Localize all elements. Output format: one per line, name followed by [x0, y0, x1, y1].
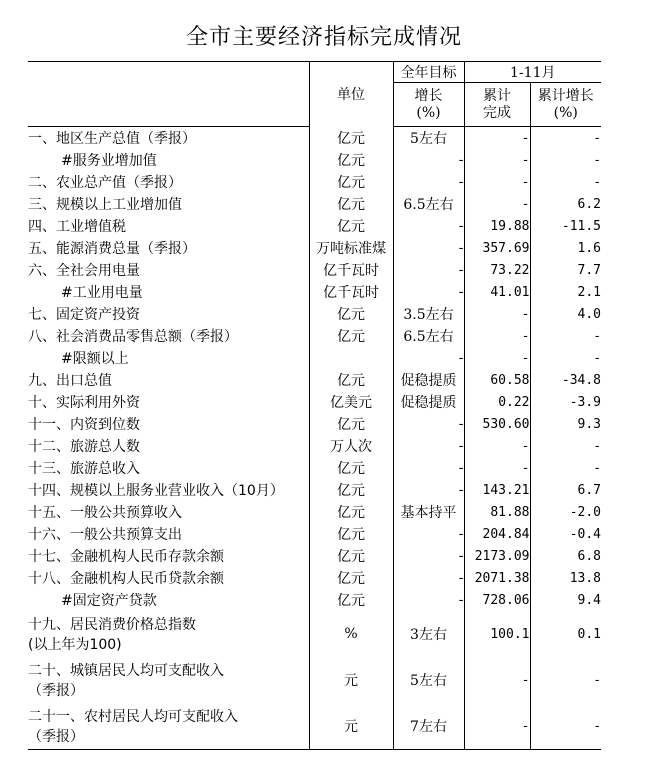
cumulative-cell: - — [464, 703, 530, 750]
header-unit: 单位 — [309, 62, 393, 127]
indicator-name: 三、规模以上工业增加值 — [28, 197, 182, 213]
header-period: 1-11月 — [464, 62, 601, 83]
unit-cell: 亿千瓦时 — [309, 281, 393, 303]
cumulative-cell: - — [464, 325, 530, 347]
table-row — [28, 657, 601, 703]
table-row — [28, 611, 601, 657]
indicator-name: 十、实际利用外资 — [28, 395, 140, 411]
cumulative-growth-cell: -0.4 — [530, 523, 601, 545]
table-row — [28, 171, 601, 193]
table-row — [28, 369, 601, 391]
indicator-name: 二、农业总产值（季报） — [28, 175, 182, 191]
indicator-name: 十七、金融机构人民币存款余额 — [28, 549, 224, 565]
header-annual-target: 全年目标 — [393, 62, 464, 83]
indicator-name: 十九、居民消费价格总指数 (以上年为100) — [28, 617, 196, 653]
target-cell: - — [393, 347, 464, 369]
cumulative-growth-cell: - — [530, 657, 601, 703]
table-row — [28, 347, 601, 369]
cumulative-growth-cell: 6.8 — [530, 545, 601, 567]
cumulative-growth-cell: -34.8 — [530, 369, 601, 391]
unit-cell: 亿元 — [309, 501, 393, 523]
indicator-name: 二十、城镇居民人均可支配收入 （季报） — [28, 663, 224, 699]
cumulative-growth-cell: - — [530, 149, 601, 171]
cumulative-cell: - — [464, 149, 530, 171]
cumulative-cell: - — [464, 657, 530, 703]
cumulative-cell: 41.01 — [464, 281, 530, 303]
cumulative-cell: - — [464, 457, 530, 479]
indicator-name: #服务业增加值 — [61, 153, 157, 169]
cumulative-growth-cell: - — [530, 703, 601, 750]
unit-cell: 亿元 — [309, 545, 393, 567]
cumulative-cell: - — [464, 347, 530, 369]
target-cell: - — [393, 435, 464, 457]
indicator-name: 一、地区生产总值（季报） — [28, 131, 196, 147]
unit-cell: 亿元 — [309, 215, 393, 237]
table-row — [28, 237, 601, 259]
cumulative-growth-cell: 0.1 — [530, 611, 601, 657]
header-growth: 增长 (%) — [393, 83, 464, 127]
unit-cell: 元 — [309, 657, 393, 703]
indicator-name: 十八、金融机构人民币贷款余额 — [28, 571, 224, 587]
table-row — [28, 545, 601, 567]
cumulative-growth-cell: - — [530, 435, 601, 457]
unit-cell: 亿千瓦时 — [309, 259, 393, 281]
unit-cell: 亿元 — [309, 127, 393, 150]
cumulative-growth-cell: - — [530, 171, 601, 193]
cumulative-cell: - — [464, 303, 530, 325]
unit-cell: 亿元 — [309, 523, 393, 545]
cumulative-cell: - — [464, 193, 530, 215]
indicator-name: 六、全社会用电量 — [28, 263, 140, 279]
indicator-name: 七、固定资产投资 — [28, 307, 140, 323]
cumulative-cell: - — [464, 127, 530, 150]
table-row — [28, 391, 601, 413]
table-row — [28, 149, 601, 171]
target-cell: 7左右 — [393, 703, 464, 750]
unit-cell: 万吨标准煤 — [309, 237, 393, 259]
cumulative-cell: 357.69 — [464, 237, 530, 259]
unit-cell: 亿元 — [309, 567, 393, 589]
cumulative-growth-cell: - — [530, 347, 601, 369]
target-cell: - — [393, 523, 464, 545]
cumulative-growth-cell: 9.4 — [530, 589, 601, 611]
indicator-name: #固定资产贷款 — [61, 593, 157, 609]
cumulative-growth-cell: 4.0 — [530, 303, 601, 325]
cumulative-growth-cell: 1.6 — [530, 237, 601, 259]
target-cell: - — [393, 589, 464, 611]
cumulative-growth-cell: -11.5 — [530, 215, 601, 237]
cumulative-cell: 19.88 — [464, 215, 530, 237]
indicator-name: 二十一、农村居民人均可支配收入 （季报） — [28, 703, 309, 750]
unit-cell — [309, 347, 393, 369]
table-row — [28, 413, 601, 435]
unit-cell: 亿元 — [309, 589, 393, 611]
target-cell: 5左右 — [393, 657, 464, 703]
unit-cell: 亿元 — [309, 193, 393, 215]
table-row — [28, 479, 601, 501]
unit-cell: 亿元 — [309, 369, 393, 391]
table-row — [28, 703, 601, 750]
indicator-name: 十一、内资到位数 — [28, 417, 140, 433]
indicator-name: 十二、旅游总人数 — [28, 439, 140, 455]
target-cell: - — [393, 457, 464, 479]
unit-cell: % — [309, 611, 393, 657]
cumulative-cell: 73.22 — [464, 259, 530, 281]
cumulative-cell: 143.21 — [464, 479, 530, 501]
target-cell: 基本持平 — [393, 501, 464, 523]
indicator-name: 八、社会消费品零售总额（季报） — [28, 329, 238, 345]
cumulative-growth-cell: -3.9 — [530, 391, 601, 413]
indicator-name: #工业用电量 — [61, 285, 143, 301]
cumulative-growth-cell: 2.1 — [530, 281, 601, 303]
cumulative-cell: 530.60 — [464, 413, 530, 435]
header-cumulative: 累计 完成 — [464, 83, 530, 127]
cumulative-cell: - — [464, 435, 530, 457]
unit-cell: 亿元 — [309, 171, 393, 193]
unit-cell: 亿元 — [309, 457, 393, 479]
indicator-name: 五、能源消费总量（季报） — [28, 241, 196, 257]
target-cell: - — [393, 149, 464, 171]
indicator-name: 十六、一般公共预算支出 — [28, 527, 182, 543]
table-row — [28, 281, 601, 303]
table-row — [28, 127, 601, 150]
unit-cell: 亿美元 — [309, 391, 393, 413]
cumulative-growth-cell: 7.7 — [530, 259, 601, 281]
indicator-name: 十四、规模以上服务业营业收入（10月） — [28, 483, 284, 499]
unit-cell: 亿元 — [309, 149, 393, 171]
indicator-name: 十五、一般公共预算收入 — [28, 505, 182, 521]
target-cell: 促稳提质 — [393, 369, 464, 391]
unit-cell: 元 — [309, 703, 393, 750]
indicator-name: #限额以上 — [61, 351, 129, 367]
target-cell: - — [393, 259, 464, 281]
unit-cell: 亿元 — [309, 413, 393, 435]
cumulative-growth-cell: - — [530, 127, 601, 150]
target-cell: 6.5左右 — [393, 325, 464, 347]
cumulative-cell: 100.1 — [464, 611, 530, 657]
table-row — [28, 457, 601, 479]
target-cell: 3.5左右 — [393, 303, 464, 325]
target-cell: - — [393, 215, 464, 237]
unit-cell: 亿元 — [309, 325, 393, 347]
cumulative-cell: 2071.38 — [464, 567, 530, 589]
target-cell: - — [393, 479, 464, 501]
cumulative-growth-cell: - — [530, 457, 601, 479]
cumulative-growth-cell: 6.7 — [530, 479, 601, 501]
table-row — [28, 501, 601, 523]
target-cell: - — [393, 413, 464, 435]
cumulative-growth-cell: 9.3 — [530, 413, 601, 435]
table-body — [28, 127, 601, 750]
target-cell: - — [393, 237, 464, 259]
table-row — [28, 567, 601, 589]
target-cell: 3左右 — [393, 611, 464, 657]
indicator-table — [28, 61, 601, 750]
cumulative-cell: 728.06 — [464, 589, 530, 611]
target-cell: - — [393, 567, 464, 589]
cumulative-growth-cell: - — [530, 325, 601, 347]
cumulative-cell: - — [464, 171, 530, 193]
table-row — [28, 435, 601, 457]
target-cell: - — [393, 171, 464, 193]
header-cumulative-growth: 累计增长 (%) — [530, 83, 601, 127]
table-row — [28, 259, 601, 281]
cumulative-cell: 2173.09 — [464, 545, 530, 567]
indicator-name: 九、出口总值 — [28, 373, 112, 389]
table-row — [28, 523, 601, 545]
table-row — [28, 325, 601, 347]
unit-cell: 万人次 — [309, 435, 393, 457]
target-cell: 促稳提质 — [393, 391, 464, 413]
table-row — [28, 215, 601, 237]
table-row — [28, 193, 601, 215]
indicator-name: 十三、旅游总收入 — [28, 461, 140, 477]
unit-cell: 亿元 — [309, 479, 393, 501]
table-row — [28, 303, 601, 325]
cumulative-growth-cell: 6.2 — [530, 193, 601, 215]
cumulative-growth-cell: -2.0 — [530, 501, 601, 523]
cumulative-cell: 81.88 — [464, 501, 530, 523]
target-cell: - — [393, 545, 464, 567]
target-cell: 5左右 — [393, 127, 464, 150]
table-row — [28, 589, 601, 611]
target-cell: 6.5左右 — [393, 193, 464, 215]
target-cell: - — [393, 281, 464, 303]
cumulative-cell: 204.84 — [464, 523, 530, 545]
cumulative-cell: 60.58 — [464, 369, 530, 391]
unit-cell: 亿元 — [309, 303, 393, 325]
indicator-name: 四、工业增值税 — [28, 219, 126, 235]
page-title: 全市主要经济指标完成情况 — [185, 25, 462, 50]
cumulative-growth-cell: 13.8 — [530, 567, 601, 589]
cumulative-cell: 0.22 — [464, 391, 530, 413]
